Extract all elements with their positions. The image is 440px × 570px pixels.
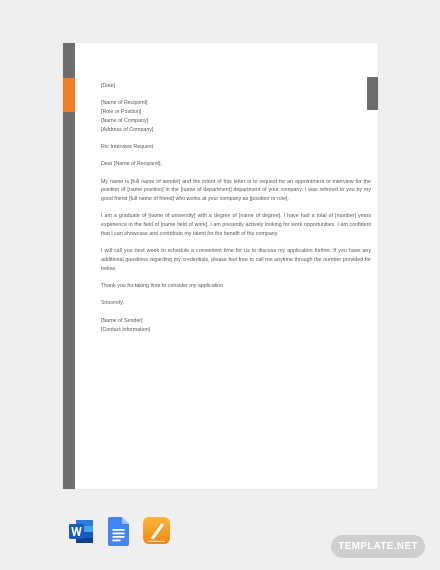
- template-net-logo[interactable]: TEMPLATE.NET: [331, 535, 425, 558]
- paragraph-experience: I am a graduate of [name of university] with a degree of [name of degree]. I have had a total of [number] years experience in the field of [name field of work]. I am presently actively looking for work opportunities. I am confident that I can showcase and contribute my talent for the benefit of the company.: [101, 213, 371, 237]
- company-name: [Name of Company]: [101, 117, 149, 124]
- company-address: [Address of Company]: [101, 126, 154, 133]
- letter-salutation: Dear [Name of Recipient],: [101, 161, 162, 168]
- recipient-role: [Role or Position]: [101, 109, 142, 116]
- paragraph-thanks: Thank you for taking time to consider my application.: [101, 283, 225, 290]
- recipient-name: [Name of Recipient]: [101, 100, 148, 107]
- letter-closing: Sincerely,: [101, 300, 124, 307]
- sender-contact: [Contact Information]: [101, 326, 151, 333]
- letter-subject: Re: Interview Request: [101, 143, 154, 150]
- word-icon[interactable]: [68, 518, 95, 545]
- paragraph-followup: I will call you next week to schedule a convenient time for us to discuss my application further. If you have any additional questions regarding my credentials, please feel free to call me anytime through the number provided for below.: [101, 248, 371, 272]
- paragraph-intro: My name is [full name of sender] and the intent of this letter is to request for an appointment or interview for the position of [name position] in the [name of department] department of your company. I was referred to you by my good friend [full name of friend] who works at your company as [position or role].: [101, 178, 371, 203]
- letter-body: [101, 82, 371, 334]
- sender-name: [Name of Sender]: [101, 317, 143, 324]
- page-accent-bar: [63, 78, 75, 112]
- pages-icon[interactable]: [143, 517, 170, 544]
- letter-date: [Date]: [101, 83, 116, 89]
- google-docs-icon[interactable]: [108, 517, 129, 546]
